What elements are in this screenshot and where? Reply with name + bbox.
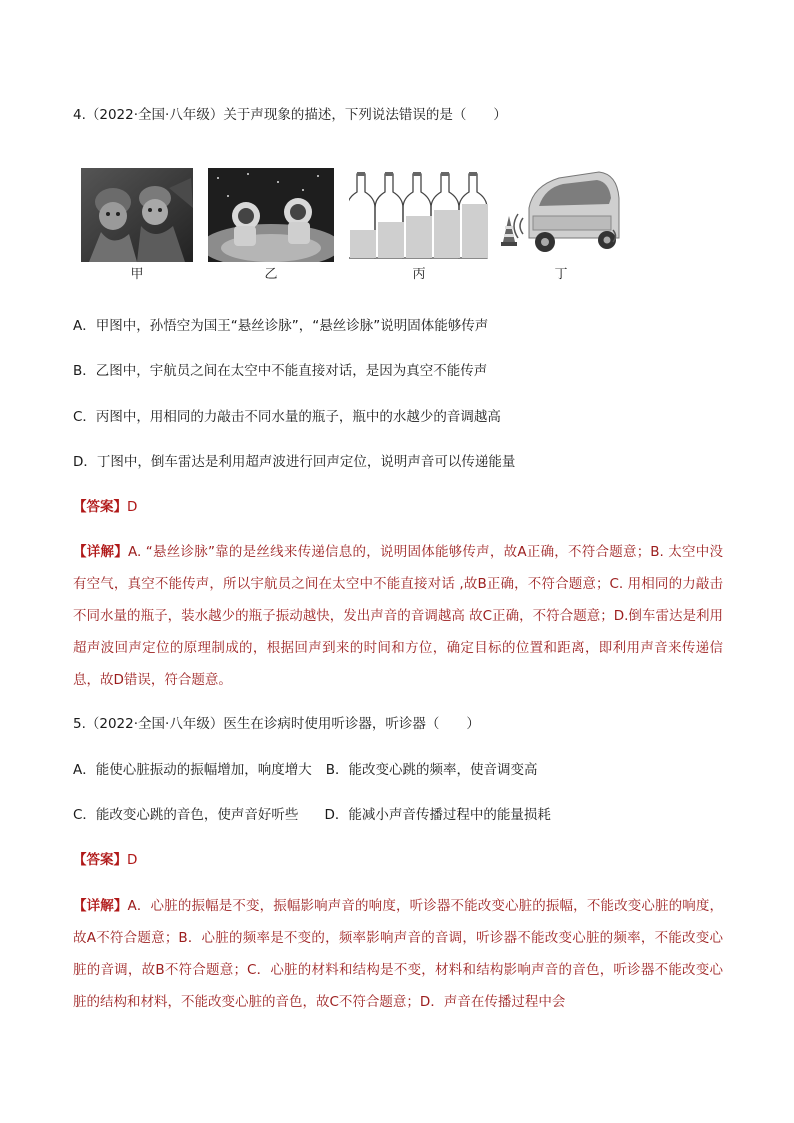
q5-option-c: C．能改变心跳的音色，使声音好听些 [73,807,299,823]
q4-detail [73,536,723,696]
q4-figures [81,168,621,282]
q5-option-d: D．能减小声音传播过程中的能量损耗 [324,807,551,823]
q5-detail [73,890,723,1018]
answer-label: 【答案】 [73,499,127,515]
q4-option-b: B．乙图中，宇航员之间在太空中不能直接对话，是因为真空不能传声 [73,363,488,379]
q5-options-row-1 [73,764,538,778]
answer-value: D [127,499,138,515]
figure-yi-photo [208,168,334,262]
caption-bing: 丙 [412,267,426,282]
detail-label: 【详解】 [73,898,128,914]
q4-option-c: C．丙图中，用相同的力敲击不同水量的瓶子，瓶中的水越少的音调越高 [73,409,501,425]
q4-option-a: A．甲图中，孙悟空为国王“悬丝诊脉”，“悬丝诊脉”说明固体能够传声 [73,318,489,334]
q4-stem: 4.（2022·全国·八年级）关于声现象的描述，下列说法错误的是（ ） [73,107,507,123]
q5-option-a: A．能使心脏振动的振幅增加，响度增大 [73,762,312,778]
detail-label: 【详解】 [73,544,128,560]
caption-jia: 甲 [130,267,144,282]
q5-answer [73,854,137,868]
figure-jia-photo [81,168,193,262]
detail-text: A．心脏的振幅是不变，振幅影响声音的响度，听诊器不能改变心脏的振幅，不能改变心脏的响度，故A不符合题意；B．心脏的频率是不变的，频率影响声音的音调，听诊器不能改变心脏的频率，不能改变心脏的音调，故B不符合题意；C．心脏的材料和结构是不变，材料和结构影响声音的音色，听诊器不能改变心脏的结构和材料，不能改变心脏的音色，故C不符合题意；D．声音在传播过程中会 [73,898,724,1010]
q4-option-d: D．丁图中，倒车雷达是利用超声波进行回声定位，说明声音可以传递能量 [73,454,516,470]
q4-answer [73,501,137,515]
answer-label: 【答案】 [73,852,127,868]
q5-options-row-2 [73,809,551,823]
caption-yi: 乙 [264,267,278,282]
q5-stem: 5.（2022·全国·八年级）医生在诊病时使用听诊器，听诊器（ ） [73,716,480,732]
figure-ding-car-radar [499,168,621,262]
caption-ding: 丁 [554,267,568,282]
q5-option-b: B．能改变心跳的频率，使音调变高 [325,762,538,778]
detail-text: A. “悬丝诊脉”靠的是丝线来传递信息的，说明固体能够传声，故A正确，不符合题意；B. 太空中没有空气，真空不能传声，所以宇航员之间在太空中不能直接对话 ,故B正确，不符合题意；C. 用相同的力敲击不同水量的瓶子，装水越少的瓶子振动越快，发出声音的音调越高 故C正确，不符合题意；D.倒车雷达是利用超声波回声定位的原理制成的，根据回声到来的时间和方位，确定目标的位置和距离，即利用声音来传递信息，故D错误，符合题意。 [73,544,723,688]
figure-bing-bottles [349,168,489,262]
answer-value: D [127,852,138,868]
